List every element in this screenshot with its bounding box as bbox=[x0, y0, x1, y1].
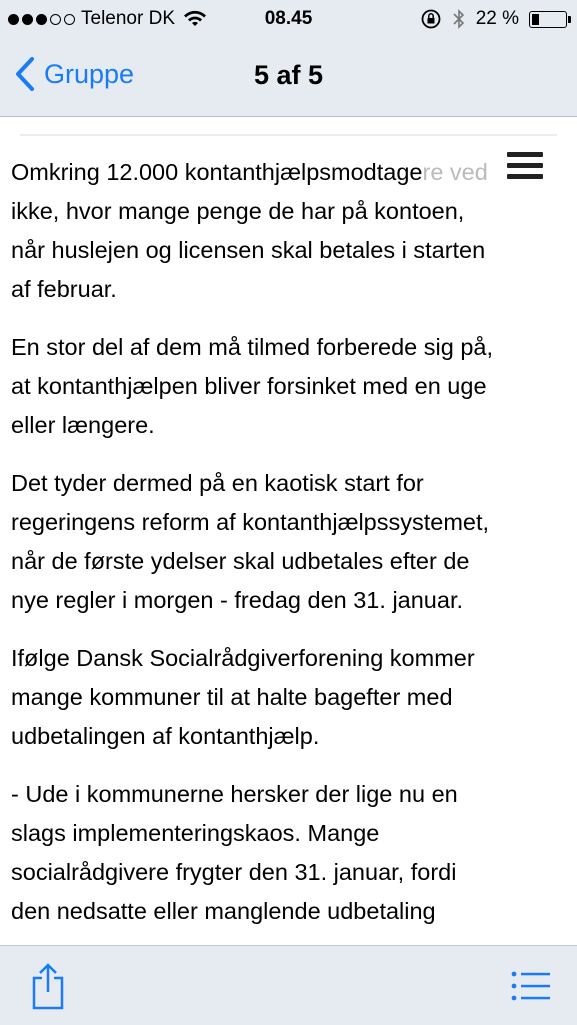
status-time: 08.45 bbox=[264, 8, 313, 29]
page-title: 5 af 5 bbox=[253, 60, 324, 90]
text-line bbox=[11, 231, 571, 270]
text-line-content: En stor del af dem må tilmed forberede sig på, bbox=[11, 334, 493, 360]
text-line-content: udbetalingen af kontanthjælp. bbox=[11, 723, 320, 749]
text-line bbox=[11, 406, 571, 445]
text-line bbox=[11, 192, 571, 231]
text-line bbox=[11, 270, 571, 309]
text-line bbox=[11, 328, 571, 367]
text-line bbox=[11, 367, 571, 406]
text-line bbox=[11, 581, 571, 620]
text-line-content: nye regler i morgen - fredag den 31. januar. bbox=[11, 587, 463, 613]
status-bar bbox=[0, 0, 577, 38]
article-paragraph bbox=[11, 775, 571, 931]
article-paragraph bbox=[11, 153, 571, 309]
faded-text: re ved bbox=[422, 159, 488, 185]
text-line-content: regeringens reform af kontanthjælpssystemet, bbox=[11, 509, 490, 535]
text-line bbox=[11, 464, 571, 503]
bottom-toolbar bbox=[0, 945, 577, 1025]
navigation-bar bbox=[0, 38, 577, 117]
text-line-content: Omkring 12.000 kontanthjælpsmodtage bbox=[11, 159, 423, 185]
text-line bbox=[11, 503, 571, 542]
text-line-content: den nedsatte eller manglende udbetaling bbox=[11, 898, 436, 924]
text-line-content: at kontanthjælpen bliver forsinket med en uge bbox=[11, 373, 487, 399]
text-line bbox=[11, 892, 571, 931]
text-line bbox=[11, 775, 571, 814]
text-line-content: Ifølge Dansk Socialrådgiverforening kommer bbox=[11, 645, 475, 671]
carrier-name: Telenor DK bbox=[81, 8, 175, 29]
text-line-content: slags implementeringskaos. Mange bbox=[11, 820, 380, 846]
text-line-content: når de første ydelser skal udbetales efter de bbox=[11, 548, 470, 574]
back-button-label: Gruppe bbox=[44, 58, 135, 89]
text-line-content: Det tyder dermed på en kaotisk start for bbox=[11, 470, 424, 496]
hamburger-menu-icon[interactable] bbox=[507, 152, 543, 182]
text-line bbox=[11, 678, 571, 717]
battery-icon bbox=[529, 11, 567, 28]
text-line-content: eller længere. bbox=[11, 412, 155, 438]
text-line bbox=[11, 814, 571, 853]
text-line-content: af februar. bbox=[11, 276, 117, 302]
text-line-content: mange kommuner til at halte bagefter med bbox=[11, 684, 453, 710]
divider bbox=[20, 134, 557, 136]
rotation-lock-icon bbox=[420, 8, 442, 30]
text-line bbox=[11, 153, 571, 192]
text-line-content: ikke, hvor mange penge de har på kontoen, bbox=[11, 198, 465, 224]
list-icon[interactable] bbox=[511, 970, 551, 1002]
article-paragraph bbox=[11, 639, 571, 756]
article-content[interactable] bbox=[0, 117, 577, 945]
article-paragraph bbox=[11, 464, 571, 620]
share-icon[interactable] bbox=[28, 962, 68, 1012]
text-line bbox=[11, 717, 571, 756]
article-body bbox=[11, 153, 571, 945]
text-line-content: - Ude i kommunerne hersker der lige nu en bbox=[11, 781, 458, 807]
bluetooth-icon bbox=[452, 8, 466, 30]
text-line-content: socialrådgivere frygter den 31. januar, fordi bbox=[11, 859, 457, 885]
text-line bbox=[11, 542, 571, 581]
article-paragraph bbox=[11, 328, 571, 445]
battery-percentage: 22 % bbox=[475, 8, 519, 29]
text-line bbox=[11, 639, 571, 678]
text-line-content: når huslejen og licensen skal betales i starten bbox=[11, 237, 486, 263]
text-line bbox=[11, 853, 571, 892]
